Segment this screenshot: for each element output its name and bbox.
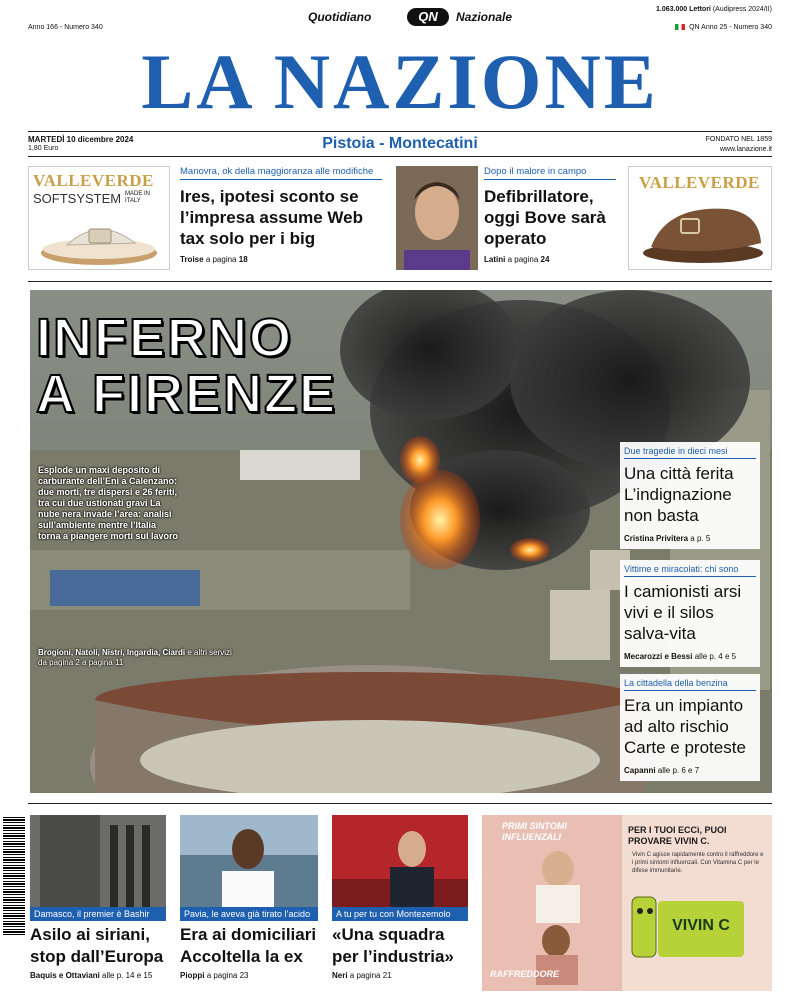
valleverde-ad-left[interactable] xyxy=(28,166,170,270)
page-ref: Neri a pagina 21 xyxy=(332,971,392,980)
ad-copy: Vivin C agisce rapidamente contro il raffreddore e i primi sintomi influenzali. Con Vitamina C per le difese immunitarie. xyxy=(632,852,764,874)
kicker: Damasco, il premier è Bashir xyxy=(30,907,166,921)
kicker: Pavia, le aveva già tirato l’acido xyxy=(180,907,318,921)
kicker: Dopo il malore in campo xyxy=(484,166,616,180)
issue-date: MARTEDÌ 10 dicembre 2024 xyxy=(28,135,134,144)
mascot-icon xyxy=(628,891,662,971)
date-row xyxy=(28,131,772,157)
masthead-topline xyxy=(28,6,772,31)
divider xyxy=(28,281,772,282)
vivin-c-ad[interactable] xyxy=(482,815,772,991)
qn-nazionale: Nazionale xyxy=(456,10,513,24)
ad-raffreddore: RAFFREDDORE xyxy=(490,969,559,979)
pavia-photo xyxy=(180,815,318,907)
bottom-news-pavia[interactable] xyxy=(180,815,318,980)
kicker: A tu per tu con Montezemolo xyxy=(332,907,468,921)
side-card-citta-ferita[interactable]: Due tragedie in dieci mesi Una città ferita L’indignazione non basta Cristina Privitera a p. 5 xyxy=(620,442,760,549)
bottom-news-montezemolo[interactable] xyxy=(332,815,468,980)
headline: «Una squadra per l’industria» xyxy=(332,925,454,966)
ad-people-image xyxy=(522,845,592,985)
valleverde-logo: VALLEVERDE xyxy=(33,171,154,190)
barcode xyxy=(3,815,25,935)
italy-flag-icon xyxy=(675,24,685,30)
ad-primi-sintomi: PRIMI SINTOMI INFLUENZALI xyxy=(502,821,567,842)
side-card-impianto[interactable]: La cittadella della benzina Era un impianto ad alto rischio Carte e proteste Capanni alle p. 6 e 7 xyxy=(620,674,760,781)
hero-credits: Brogioni, Natoli, Nistri, Ingardia, Ciardi e altri servizi da pagina 2 a pagina 11 xyxy=(38,648,232,667)
sandal-image xyxy=(37,207,163,269)
bove-photo xyxy=(396,166,478,270)
made-in-italy: MADE IN ITALY xyxy=(125,191,151,204)
top-news-bove[interactable] xyxy=(484,166,616,264)
page-ref: Latini a pagina 24 xyxy=(484,255,550,264)
headline: Asilo ai siriani, stop dall’Europa xyxy=(30,925,164,966)
bottom-news-siriani[interactable] xyxy=(30,815,166,980)
siriani-photo xyxy=(30,815,166,907)
montezemolo-photo xyxy=(332,815,468,907)
headline: Ires, ipotesi sconto se l’impresa assume Web tax solo per i big xyxy=(180,187,363,248)
edition-name: Pistoia - Montecatini xyxy=(322,135,478,152)
vivin-c-pack: VIVIN C xyxy=(658,901,744,957)
page-ref: Troise a pagina 18 xyxy=(180,255,248,264)
softsystem-label: SOFTSYSTEM xyxy=(33,191,122,206)
issue-number: Anno 166 - Numero 340 xyxy=(28,24,103,31)
founded-year: FONDATO NEL 1859 xyxy=(705,136,772,143)
price: 1,80 Euro xyxy=(28,145,59,152)
valleverde-logo-right: VALLEVERDE xyxy=(639,173,760,192)
portrait-image xyxy=(396,166,478,270)
hero-story[interactable] xyxy=(30,290,772,793)
qn-quotidiano: Quotidiano xyxy=(308,10,372,24)
qn-logo: QN xyxy=(407,8,449,26)
top-news-manovra[interactable] xyxy=(180,166,382,264)
readers-count: 1.063.000 Lettori (Audipress 2024/II) xyxy=(656,6,772,13)
page-ref: Pioppi a pagina 23 xyxy=(180,971,249,980)
side-card-camionisti[interactable]: Vittime e miracolati: chi sono I camionisti arsi vivi e il silos salva-vita Mecarozzi e Bessi alle p. 4 e 5 xyxy=(620,560,760,667)
qn-issue-number: QN Anno 25 - Numero 340 xyxy=(675,24,772,31)
hero-headline: INFERNO A FIRENZE xyxy=(36,308,337,424)
valleverde-ad-right[interactable] xyxy=(628,166,772,270)
newspaper-title: LA NAZIONE xyxy=(141,38,659,125)
headline: Era ai domiciliari Accoltella la ex xyxy=(180,925,317,966)
kicker: Manovra, ok della maggioranza alle modifiche xyxy=(180,166,382,180)
website: www.lanazione.it xyxy=(719,146,772,153)
clog-image xyxy=(637,195,767,267)
divider xyxy=(28,803,772,804)
hero-summary: Esplode un maxi deposito di carburante dell’Eni a Calenzano: due morti, tre dispersi e 26 feriti, tra cui due ustionati gravi La nube nera invade l’area: analisi sull’ambiente mentre l’Italia torna a piangere morti sul lavoro xyxy=(38,465,179,541)
page-ref: Baquis e Ottaviani alle p. 14 e 15 xyxy=(30,971,153,980)
ad-tagline: PER I TUOI ECCì, PUOI PROVARE VIVIN C. xyxy=(628,825,727,846)
headline: Defibrillatore, oggi Bove sarà operato xyxy=(484,187,606,248)
